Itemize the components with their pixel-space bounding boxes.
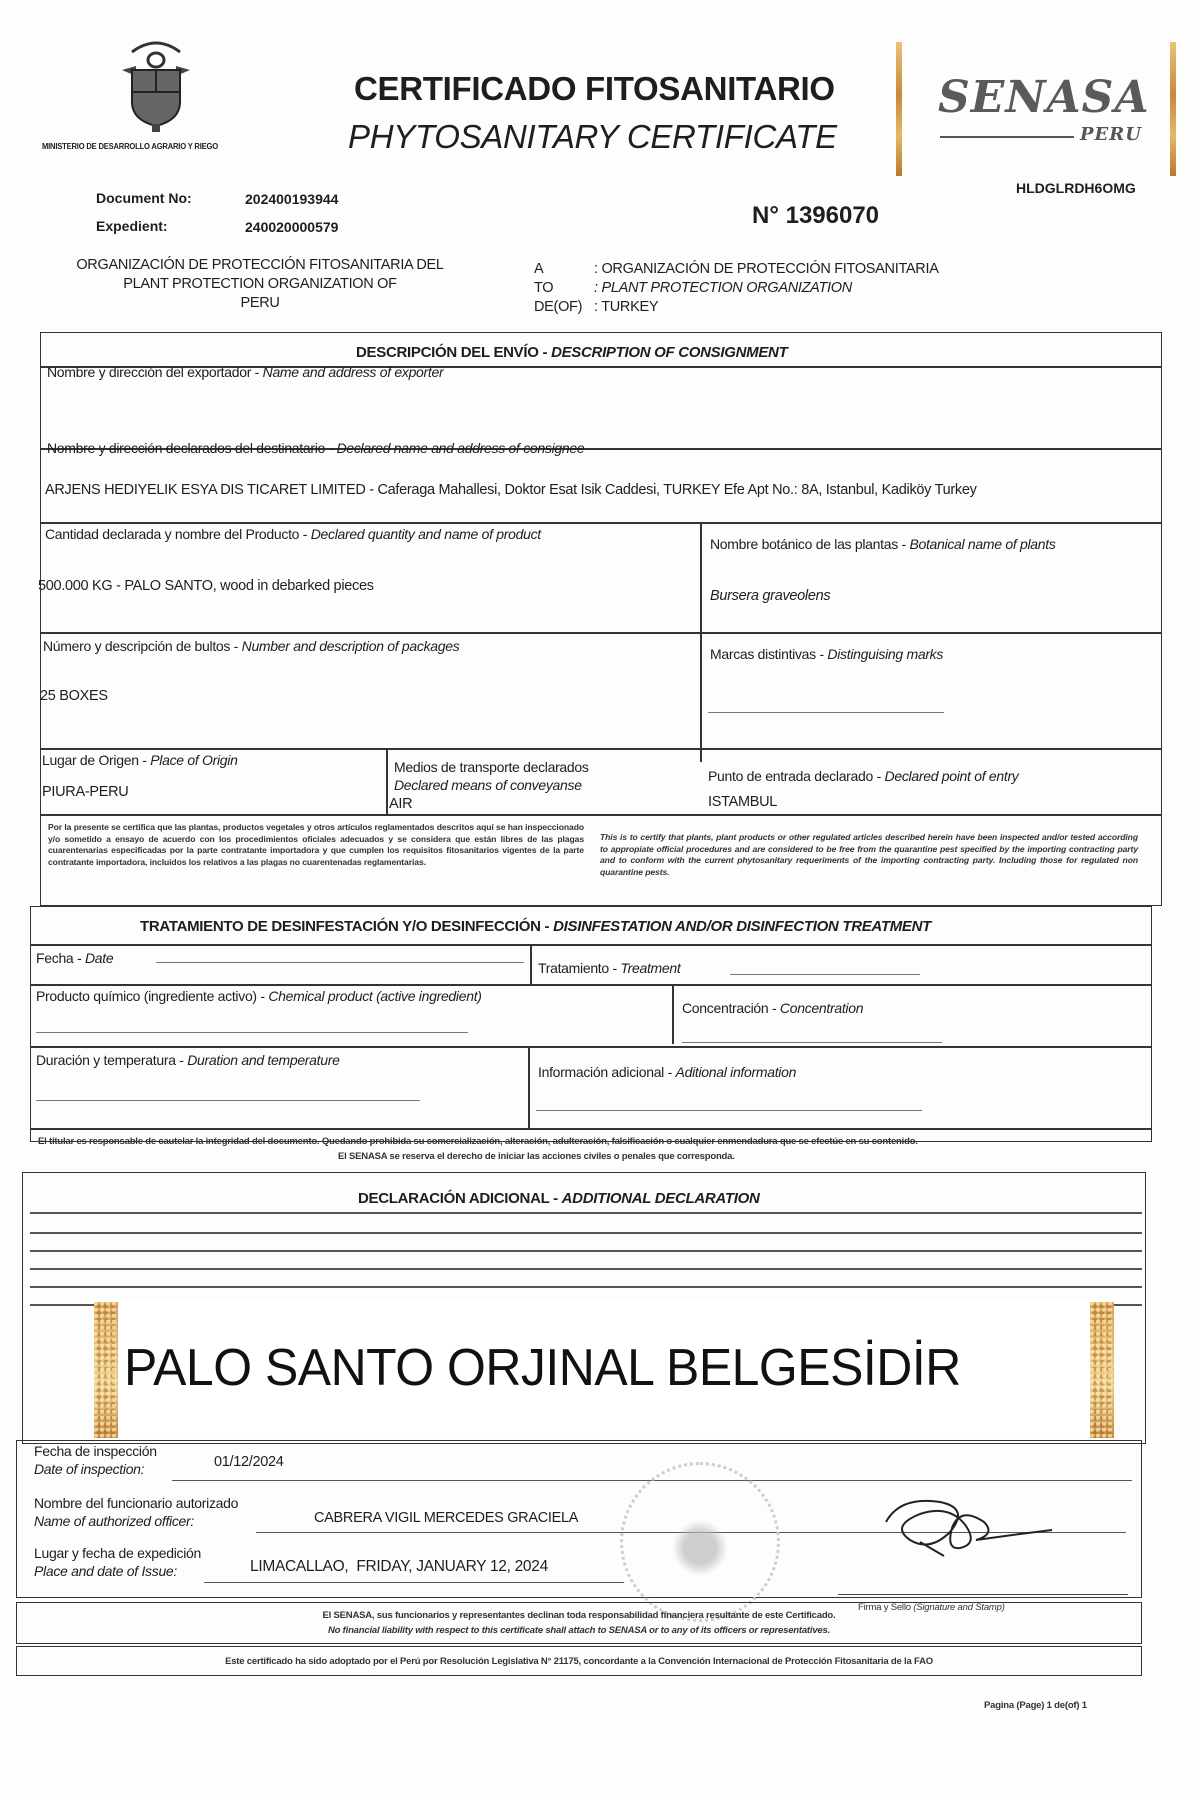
label-en: Date [84,950,114,966]
additional-info-label [538,1064,796,1080]
document-no-value: 202400193944 [245,191,339,207]
field-underline [204,1582,624,1583]
org-to-row [534,260,939,279]
label-en: Place of Origin [150,752,238,768]
section-title-en: ADDITIONAL DECLARATION [561,1190,760,1207]
label-es: Nombre del funcionario autorizado [34,1495,239,1511]
section-title-es: DESCRIPCIÓN DEL ENVÍO - [356,344,552,361]
destination-organization [534,260,939,317]
declaration-line [30,1286,1142,1288]
expedient-value: 240020000579 [245,219,339,235]
divider [30,1046,1152,1048]
divider [40,632,1162,634]
label-en: Concentration [779,1000,864,1016]
declaration-line [30,1232,1142,1234]
label-es: Fecha - [36,950,85,966]
concentration-label [682,1000,863,1016]
inspection-date-label [34,1442,157,1478]
label-es: Nombre y dirección declarados del destinatario - [47,440,337,456]
consignee-label [47,440,584,456]
label-es: Fecha de inspección [34,1443,157,1459]
org-line: PLANT PROTECTION ORGANIZATION OF [123,276,397,292]
officer-value: CABRERA VIGIL MERCEDES GRACIELA [314,1510,579,1526]
expedient-label: Expedient: [96,218,168,234]
label-en: Distinguising marks [827,646,944,662]
chemical-label [36,988,482,1004]
gold-divider [896,42,902,176]
verification-code: HLDGLRDH6OMG [1016,180,1136,196]
label-en: Botanical name of plants [909,536,1056,552]
label-es: Marcas distintivas - [710,646,828,662]
gold-foil-bar [94,1302,118,1438]
divider [700,522,702,762]
quantity-label [45,526,541,542]
label-en: Aditional information [675,1064,797,1080]
org-to-row [534,298,939,317]
issuing-organization [40,256,480,313]
org-line: ORGANIZACIÓN DE PROTECCIÓN FITOSANITARIA DEL [76,257,444,273]
treatment-blank-line [730,974,920,975]
label-en: Duration and temperature [187,1052,340,1068]
section-title-en: DISINFESTATION AND/OR DISINFECTION TREATMENT [553,918,932,935]
divider [386,748,388,814]
declaration-line [30,1250,1142,1252]
org-to-key: TO [534,280,554,296]
org-to-value: : TURKEY [594,299,659,315]
label-es: Firma y Sello [858,1602,914,1613]
officer-label [34,1494,238,1530]
signature-line [838,1594,1128,1595]
divider [528,1046,530,1128]
logo-rule [940,136,1074,138]
label-en: Treatment [620,960,681,976]
certificate-number: N° 1396070 [752,202,880,229]
gold-foil-bar [1090,1302,1114,1438]
liability-line-en: No financial liability with respect to this certificate shall attach to SENASA or to any of its officers or representatives. [327,1625,831,1636]
label-es: Lugar de Origen - [42,752,151,768]
section-title-es: DECLARACIÓN ADICIONAL - [358,1190,562,1207]
label-es: Número y descripción de bultos - [43,638,242,654]
duration-label [36,1052,340,1068]
treatment-table [30,906,1152,1142]
exporter-label [47,364,443,380]
certification-text-es: Por la presente se certifica que las plantas, productos vegetales y otros artículos reglamentados descritos aquí se han inspeccionado y/o sometido a ensayo de acuerdo con los procedimientos oficiales adecuados y se considera que están libres de las plagas cuarentenarias especificadas por la parte contratante importadora y que cumplen los requisitos fitosanitarios vigentes de la parte contratante importadora, incluidos los relativos a las plagas no cuarentenadas reglamentarias. [48,822,584,867]
ministry-name: MINISTERIO DE DESARROLLO AGRARIO Y RIEGO [42,142,218,151]
title-spanish: CERTIFICADO FITOSANITARIO [354,70,835,107]
divider [40,748,1162,750]
label-es: Información adicional - [538,1064,676,1080]
label-en: Chemical product (active ingredient) [268,988,482,1004]
divider [40,814,1162,816]
label-es: Punto de entrada declarado - [708,768,885,784]
divider [530,944,532,984]
label-es: Nombre y dirección del exportador - [47,364,263,380]
additional-declaration-title [358,1190,759,1207]
inspection-date-value: 01/12/2024 [214,1454,284,1470]
marks-blank-line [708,712,944,713]
label-en: Place and date of Issue: [34,1563,178,1579]
concentration-blank-line [682,1042,942,1043]
liability-text [16,1608,1142,1638]
packages-value: 25 BOXES [40,688,108,704]
certification-text-en: This is to certify that plants, plant products or other regulated articles described herein have been inspected and/or tested according to appropiate official procedures and are considered to be free from the quarantine pest specified by the importing contracting party and to conform with the current phytosanitary requeriments of the importing contracting party. Including those for regulated non quarantine pests. [600,832,1138,877]
notice-line: El titular es responsable de cautelar la integridad del documento. Quedando prohibida su comercialización, alteración, adulteración, falsificación o cualquier enmendadura que se efectúe en su contenido. [38,1136,918,1147]
senasa-logo-subtitle: PERU [1080,124,1142,145]
stamp-emblem-icon [672,1520,728,1576]
label-en: Declared means of conveyanse [394,777,582,793]
divider [672,984,674,1044]
gold-divider [1170,42,1176,176]
org-to-value: : PLANT PROTECTION ORGANIZATION [594,280,852,296]
declaration-line [30,1212,1142,1214]
divider [30,1128,1152,1130]
conveyance-label [394,758,589,794]
issue-label [34,1544,201,1580]
marks-label [710,646,943,662]
quantity-value: 500.000 KG - PALO SANTO, wood in debarked pieces [38,578,374,594]
consignee-value: ARJENS HEDIYELIK ESYA DIS TICARET LIMITED - Caferaga Mahallesi, Doktor Esat Isik Caddesi, TURKEY Efe Apt No.: 8A, Istanbul, Kadiköy Turkey [45,482,977,498]
label-en: Number and description of packages [241,638,460,654]
peru-coat-of-arms-icon [118,36,194,134]
packages-label [43,638,459,654]
label-es: Cantidad declarada y nombre del Producto - [45,526,311,542]
consignment-table [40,332,1162,906]
title-english: PHYTOSANITARY CERTIFICATE [348,118,837,155]
chemical-blank-line [36,1032,468,1033]
divider [40,522,1162,524]
adoption-text: Este certificado ha sido adoptado por el Perú por Resolución Legislativa N° 21175, concordante a la Convención Internacional de Protección Fitosanitaria de la FAO [225,1656,933,1667]
integrity-notice [38,1134,1148,1164]
botanical-label [710,536,1056,552]
label-es: Concentración - [682,1000,780,1016]
org-to-key: DE(OF) [534,299,583,315]
section-title-en: DESCRIPTION OF CONSIGNMENT [551,344,788,361]
label-en: (Signature and Stamp) [913,1602,1005,1613]
duration-blank-line [36,1100,420,1101]
origin-label [42,752,238,768]
conveyance-value: AIR [389,796,413,812]
label-es: Producto químico (ingrediente activo) - [36,988,269,1004]
senasa-logo: SENASA [938,72,1150,123]
label-es: Duración y temperatura - [36,1052,188,1068]
label-en: Declared name and address of consignee [336,440,585,456]
org-to-key: A [534,261,544,277]
label-es: Lugar y fecha de expedición [34,1545,202,1561]
label-en: Name of authorized officer: [34,1513,194,1529]
issue-value: LIMACALLAO, FRIDAY, JANUARY 12, 2024 [250,1558,548,1575]
document-no-label: Document No: [96,190,192,206]
botanical-value: Bursera graveolens [710,588,831,604]
treatment-type-label [538,960,680,976]
section-title-es: TRATAMIENTO DE DESINFESTACIÓN Y/O DESINFECCIÓN - [140,918,554,935]
org-to-row [534,279,939,298]
consignment-title [356,344,787,361]
additional-blank-line [536,1110,922,1111]
divider [30,944,1152,946]
signature-icon [880,1492,1060,1562]
page-indicator: Pagina (Page) 1 de(of) 1 [984,1700,1087,1711]
label-en: Declared quantity and name of product [310,526,541,542]
org-to-value: : ORGANIZACIÓN DE PROTECCIÓN FITOSANITARIA [594,261,939,277]
label-en: Date of inspection: [34,1461,145,1477]
date-blank-line [156,962,524,963]
entry-value: ISTAMBUL [708,794,778,810]
liability-line-es: El SENASA, sus funcionarios y representantes declinan toda responsabilidad financiera resultante de este Certificado. [322,1610,836,1621]
treatment-date-label [36,950,113,966]
notice-line: El SENASA se reserva el derecho de iniciar las acciones civiles o penales que corresponda. [338,1151,735,1162]
label-en: Declared point of entry [884,768,1019,784]
label-es: Nombre botánico de las plantas - [710,536,910,552]
label-es: Tratamiento - [538,960,621,976]
label-es: Medios de transporte declarados [394,759,589,775]
declaration-line [30,1268,1142,1270]
label-en: Name and address of exporter [262,364,444,380]
org-line: PERU [240,295,280,311]
divider [30,984,1152,986]
overlay-banner-text: PALO SANTO ORJINAL BELGESİDİR [124,1339,961,1397]
treatment-title [140,918,931,935]
origin-value: PIURA-PERU [42,784,129,800]
entry-label [708,768,1019,784]
